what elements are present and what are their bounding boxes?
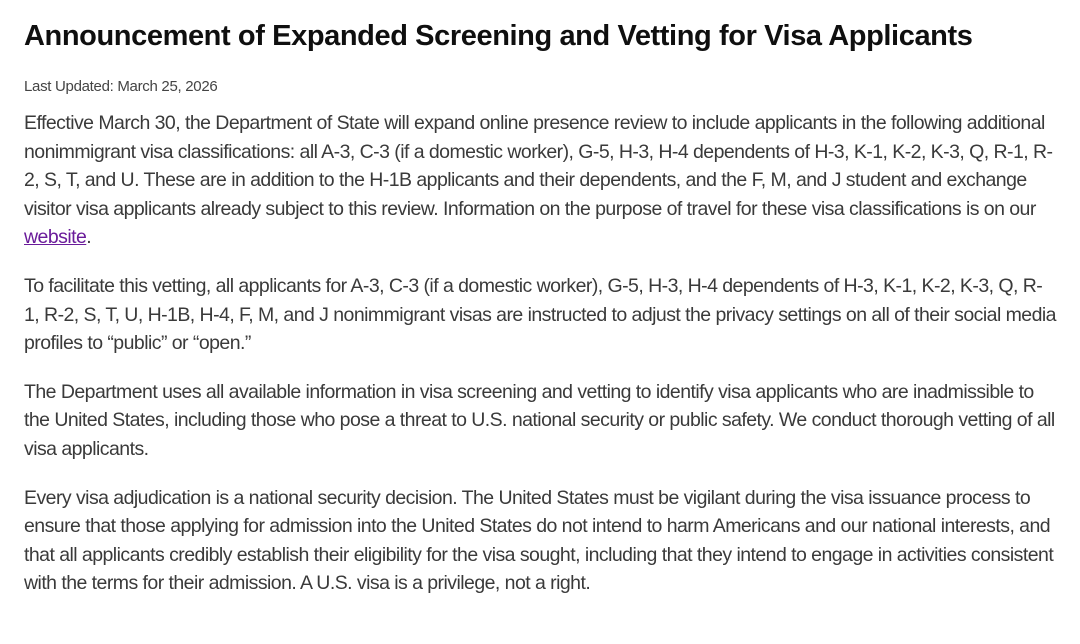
last-updated-date: Last Updated: March 25, 2026 (24, 78, 218, 95)
paragraph-1-text: Effective March 30, the Department of State will expand online presence review to include applicants in the following additional nonimmigrant visa classifications: all A-3, C-3 (if a domestic worker), G-5, H-3, H-4 dependents of H-3, K-1, K-2, K-3, Q, R-1, R-2, S, T, and U. These are in addition to the H-1B applicants and their dependents, and the F, M, and J student and exchange visitor visa applicants already subject to this review. Information on the purpose of travel for these visa classifications is on our (24, 112, 1053, 220)
paragraph-privacy-settings: To facilitate this vetting, all applicants for A-3, C-3 (if a domestic worker), G-5, H-3, H-4 dependents of H-3, K-1, K-2, K-3, Q, R-1, R-2, S, T, U, H-1B, H-4, F, M, and J nonimmigrant visas are instructed to adjust the privacy settings on all of their social media profiles to “public” or “open.” (24, 274, 1056, 355)
paragraph-national-security: Every visa adjudication is a national security decision. The United States must be vigilant during the visa issuance process to ensure that those applying for admission into the United States do not intend to harm Americans and our national interests, and that all applicants credibly establish their eligibility for the visa sought, including that they intend to engage in activities consistent with the terms for their admission. A U.S. visa is a privilege, not a right. (24, 486, 1054, 595)
website-link[interactable]: website (24, 226, 87, 249)
paragraph-screening-info: The Department uses all available information in visa screening and vetting to identify visa applicants who are inadmissible to the United States, including those who pose a threat to U.S. national security or public safety. We conduct thorough vetting of all visa applicants. (24, 380, 1055, 460)
page-title: Announcement of Expanded Screening and Vetting for Visa Applicants (24, 20, 973, 52)
paragraph-1-period: . (86, 226, 92, 249)
paragraph-online-presence-review (24, 109, 1056, 252)
